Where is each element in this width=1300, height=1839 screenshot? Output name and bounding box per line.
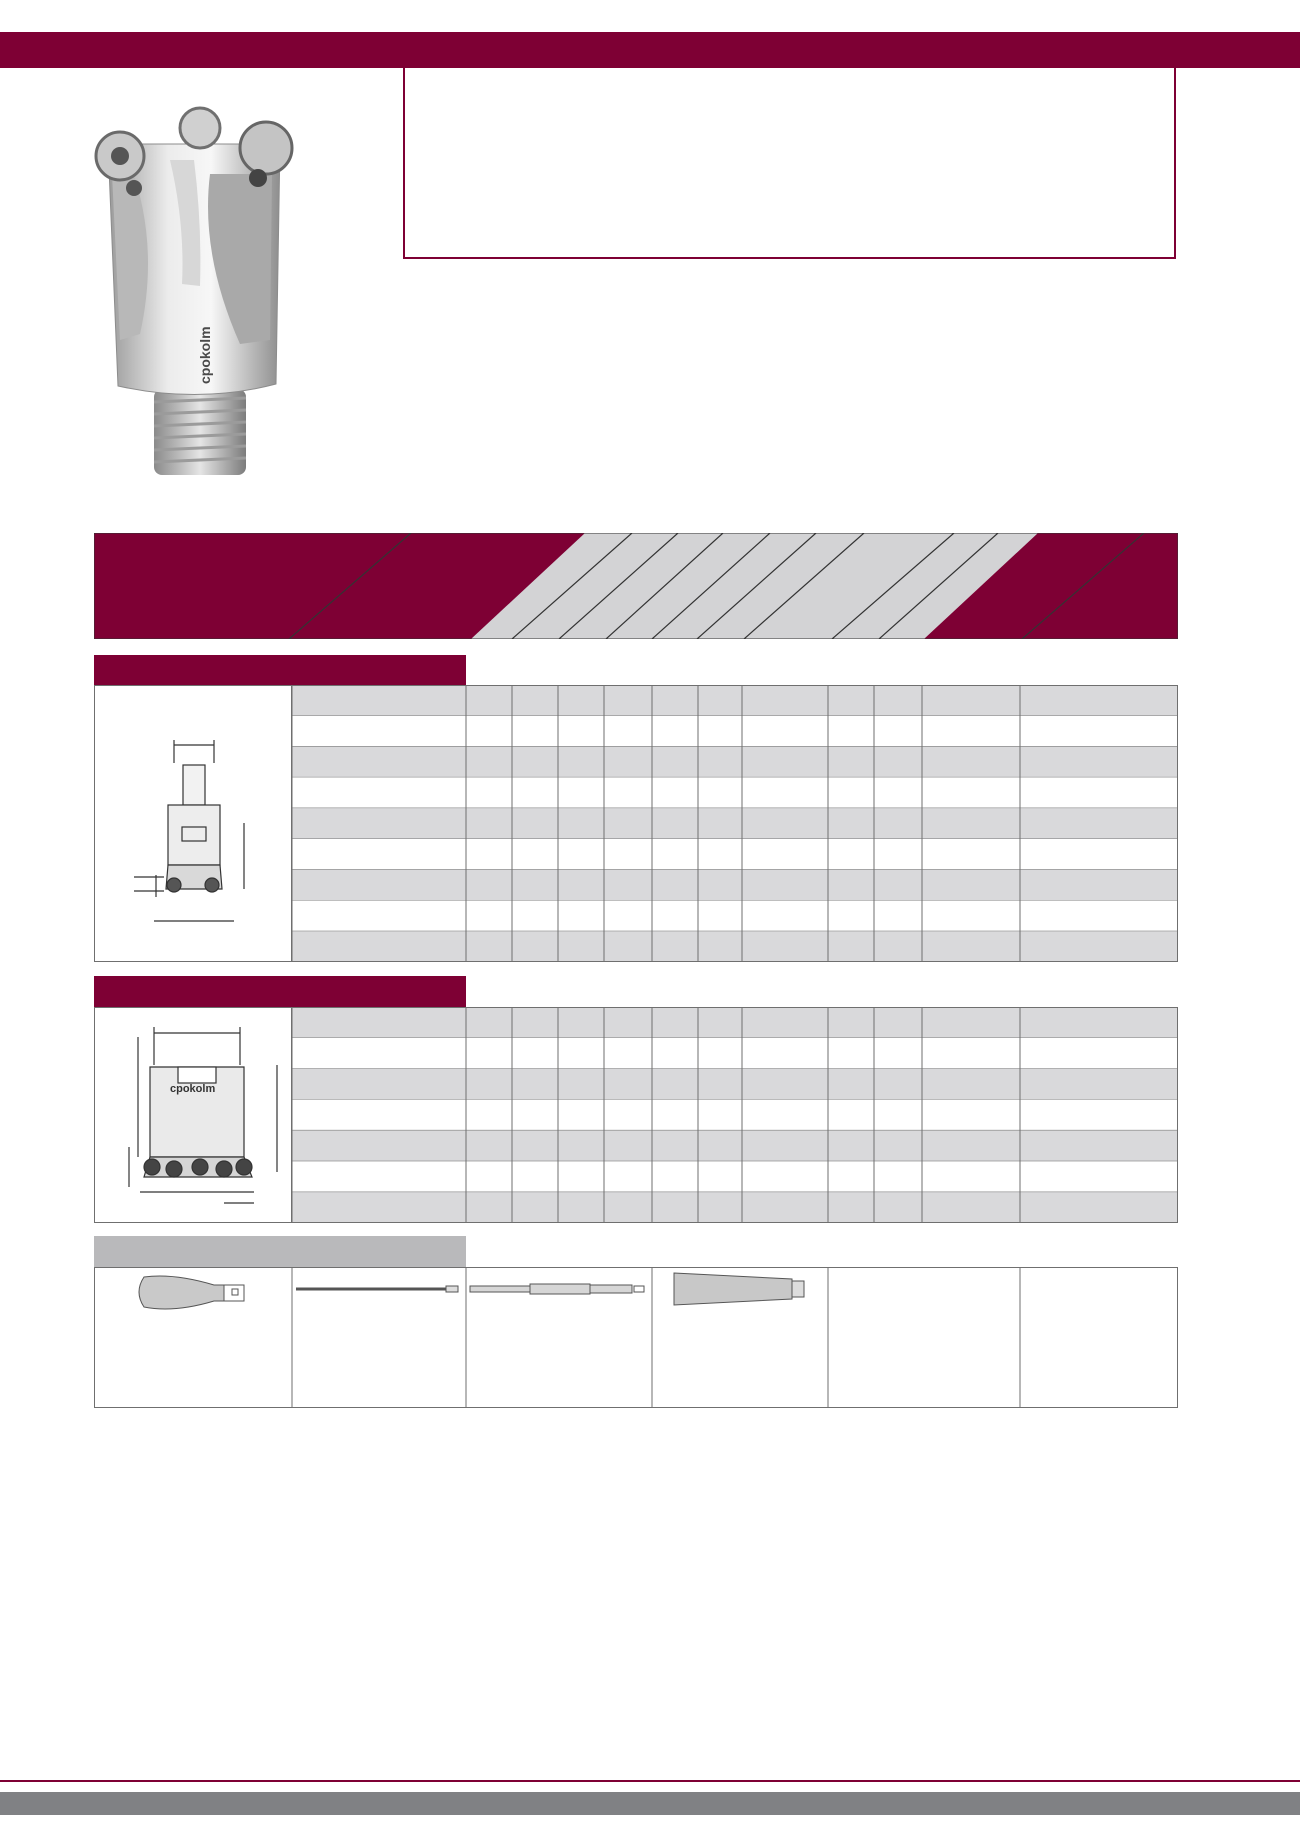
table-row (292, 777, 1178, 808)
screwdriver-blade-icon (470, 1284, 644, 1294)
footer-bar (0, 1792, 1300, 1815)
section-2-tab (94, 976, 466, 1007)
table-header-band (94, 533, 1178, 639)
table-row (292, 1038, 1178, 1069)
table-row (292, 900, 1178, 931)
accessories-tab (94, 1236, 466, 1268)
table-row (292, 931, 1178, 962)
section-1-tab (94, 655, 466, 686)
table-row (292, 1100, 1178, 1131)
table-row (292, 1069, 1178, 1100)
section-1-table (94, 685, 1178, 962)
top-brand-bar (0, 32, 1300, 68)
engraved-logo-text: cpokolm (197, 326, 213, 384)
table-row (292, 870, 1178, 901)
accessories-table (94, 1267, 1178, 1408)
section-2-table (94, 1007, 1178, 1223)
table-row (292, 1192, 1178, 1223)
table-row (292, 1161, 1178, 1192)
product-photo (90, 104, 300, 480)
table-row (292, 808, 1178, 839)
table-row (292, 839, 1178, 870)
table-row (292, 1007, 1178, 1038)
table-row (292, 716, 1178, 747)
footer-rule (0, 1780, 1300, 1782)
table-row (292, 747, 1178, 778)
intro-text-frame (403, 68, 1176, 259)
table-row (292, 1130, 1178, 1161)
table-row (292, 685, 1178, 716)
drawing-logo-text: cpokolm (170, 1083, 216, 1095)
